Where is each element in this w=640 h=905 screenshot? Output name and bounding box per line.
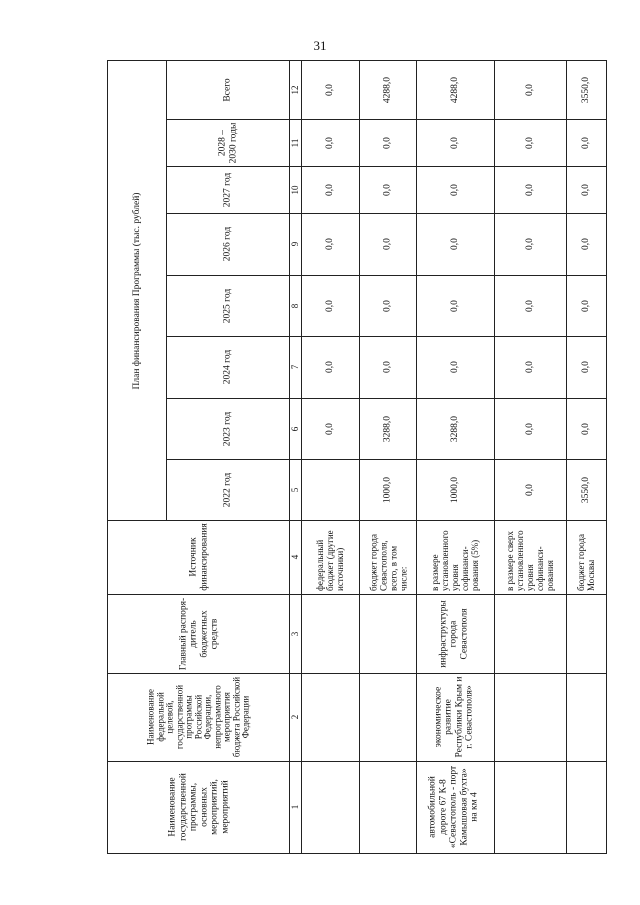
value-r4-c10: 0,0: [524, 183, 535, 196]
value-r3-c7: 0,0: [449, 361, 460, 373]
value-r4-c12: 0,0: [524, 84, 535, 96]
year-header-11: 2028 – 2030 годы: [217, 122, 238, 163]
year-header-5: 2022 год: [222, 472, 233, 507]
header-source: Источник финансирования: [188, 523, 209, 591]
source-label-3: в размере установленного уровня софинансирования (5%): [430, 530, 480, 591]
table-grid: [107, 60, 607, 854]
value-r5-c7: 0,0: [580, 361, 591, 373]
value-r2-c12: 4288,0: [382, 76, 393, 104]
value-r2-c11: 0,0: [382, 136, 393, 149]
year-header-9: 2026 год: [222, 226, 233, 262]
colnum-9: 9: [289, 241, 300, 247]
colnum-5: 5: [289, 487, 300, 492]
value-r2-c7: 0,0: [382, 361, 393, 373]
value-r2-c9: 0,0: [382, 238, 393, 250]
value-r1-c12: 0,0: [324, 84, 335, 96]
value-r3-c9: 0,0: [449, 238, 460, 250]
value-r3-c8: 0,0: [449, 299, 460, 312]
value-r1-c10: 0,0: [324, 183, 335, 196]
value-r2-c10: 0,0: [382, 183, 393, 196]
row-manager: инфраструктуры города Севастополя: [437, 599, 469, 668]
colnum-2: 2: [289, 714, 300, 720]
value-r3-c12: 4288,0: [449, 76, 460, 104]
source-label-1: федеральный бюджет (другие источники): [315, 530, 345, 591]
value-r5-c5: 3550,0: [580, 476, 591, 503]
value-r3-c10: 0,0: [449, 183, 460, 196]
colnum-11: 11: [289, 138, 300, 147]
source-label-5: бюджет города Москвы: [576, 534, 596, 591]
source-label-2: бюджет города Севастополя, всего, в том числе:: [367, 534, 408, 591]
colnum-8: 8: [289, 303, 300, 308]
colnum-12: 12: [289, 85, 300, 95]
colnum-3: 3: [289, 631, 300, 636]
value-r3-c5: 1000,0: [449, 476, 460, 503]
value-r5-c9: 0,0: [580, 238, 591, 250]
year-header-8: 2025 год: [222, 288, 233, 323]
value-r5-c12: 3550,0: [580, 76, 591, 104]
value-r2-c5: 1000,0: [382, 476, 393, 503]
value-r1-c7: 0,0: [324, 361, 335, 373]
year-header-12: Всего: [222, 78, 233, 102]
colnum-10: 10: [289, 185, 300, 194]
header-manager: Главный распорядитель бюджетных средств: [177, 597, 219, 670]
row-measure: автомобильной дороге 67 К-8 «Севастополь - порт Камышовая бухта» на км 4: [427, 765, 480, 849]
value-r4-c9: 0,0: [524, 238, 535, 250]
value-r5-c6: 0,0: [580, 422, 591, 435]
value-r1-c6: 0,0: [324, 422, 335, 435]
value-r3-c11: 0,0: [449, 136, 460, 149]
value-r5-c8: 0,0: [580, 299, 591, 312]
year-header-6: 2023 год: [222, 411, 233, 446]
colnum-6: 6: [289, 426, 300, 431]
value-r4-c8: 0,0: [524, 299, 535, 312]
value-r1-c9: 0,0: [324, 238, 335, 250]
value-r5-c11: 0,0: [580, 136, 591, 149]
value-r3-c6: 3288,0: [449, 415, 460, 442]
value-r2-c6: 3288,0: [382, 415, 393, 442]
row-program: экономическое развитие Республики Крым и г. Севастополя»: [432, 676, 474, 758]
year-header-7: 2024 год: [222, 349, 233, 385]
year-header-10: 2027 год: [222, 172, 233, 207]
source-label-4: в размере сверх установленного уровня софинансирования: [505, 530, 555, 591]
value-r1-c11: 0,0: [324, 136, 335, 149]
plan-title: План финансирования Программы (тыс. рублей): [131, 192, 142, 389]
colnum-4: 4: [289, 554, 300, 560]
value-r5-c10: 0,0: [580, 183, 591, 196]
value-r2-c8: 0,0: [382, 299, 393, 312]
colnum-1: 1: [289, 804, 300, 810]
value-r4-c11: 0,0: [524, 136, 535, 149]
header-program: Наименование федеральной целевой, государственной программы Российской Федерации, непрограммного мероприятия бюджета Российской Федерации: [145, 676, 251, 758]
value-r1-c5: [301, 459, 359, 520]
value-r4-c6: 0,0: [524, 422, 535, 435]
value-r1-c8: 0,0: [324, 299, 335, 312]
value-r4-c7: 0,0: [524, 361, 535, 373]
page-number: 31: [313, 38, 327, 53]
colnum-7: 7: [289, 364, 300, 370]
value-r4-c5: 0,0: [524, 483, 535, 496]
header-measure: Наименование государственной программы, основных мероприятий, мероприятий: [167, 773, 230, 841]
